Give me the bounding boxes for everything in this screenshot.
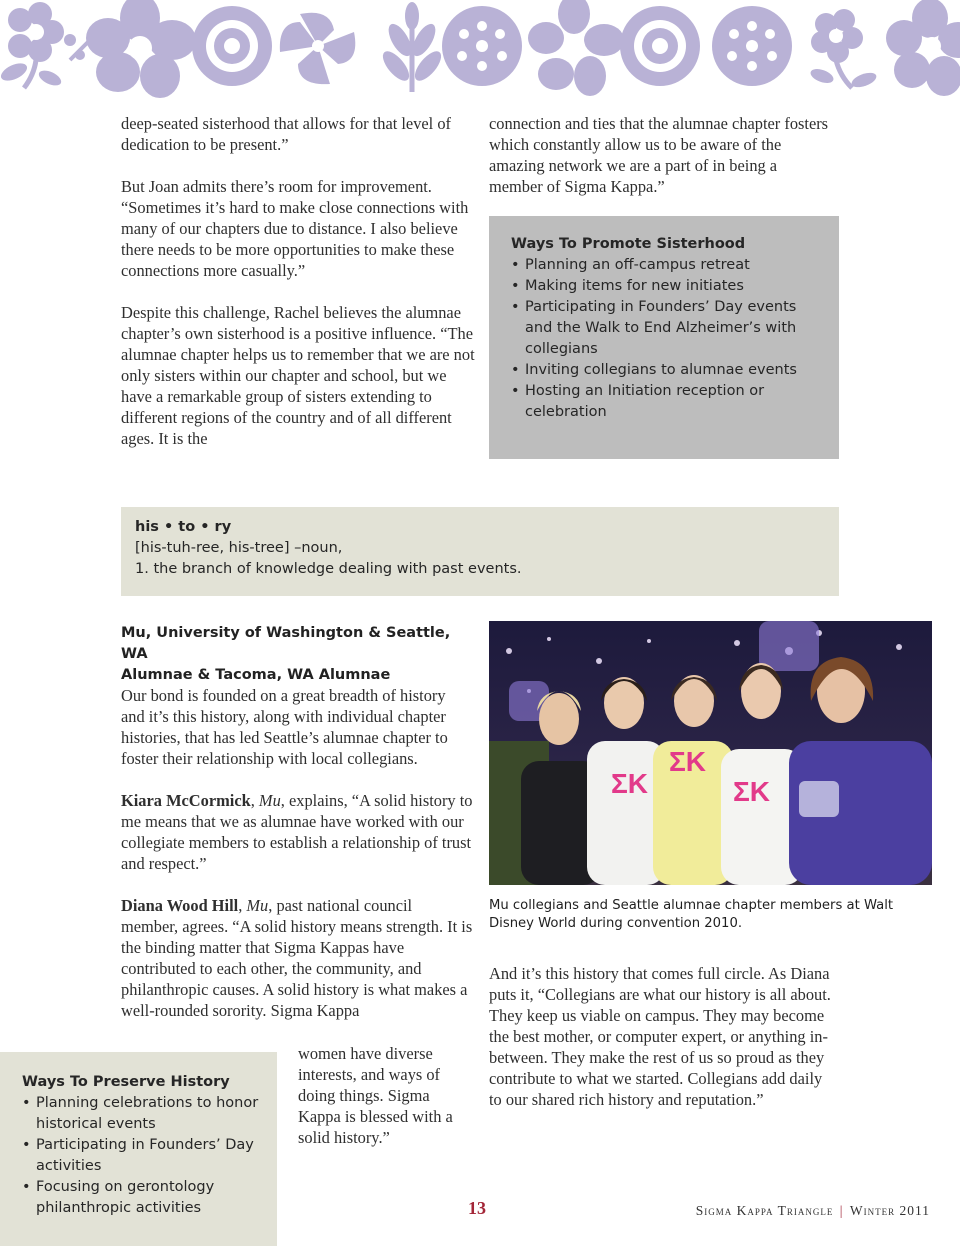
leaf-icon [378, 2, 445, 92]
flower-icon [886, 0, 960, 96]
article-column-right-bottom [489, 963, 834, 1110]
section-heading [121, 623, 481, 686]
box-title: Ways To Preserve History [22, 1074, 230, 1090]
flower-icon [809, 9, 879, 90]
photo-illustration [489, 621, 932, 885]
heading-line: Alumnae & Tacoma, WA Alumnae [121, 667, 391, 683]
definition-pronunciation: [his-tuh-ree, his-tree] –noun, [135, 540, 343, 556]
flower-icon [712, 6, 792, 86]
list-item: • Participating in Founders’ Day activities [22, 1135, 267, 1177]
paragraph: But Joan admits there’s room for improvement. “Sometimes it’s hard to make close connections with many of our chapters due to distance. I also believe there needs to be more opportunities to make these connections more casually.” [121, 177, 469, 280]
photo-caption: Mu collegians and Seattle alumnae chapter members at Walt Disney World during convention 2010. [489, 898, 894, 931]
chapter-name: Mu [258, 791, 281, 810]
flower-icon [86, 0, 196, 98]
paragraph: Despite this challenge, Rachel believes the alumnae chapter’s own sisterhood is a positive influence. “The alumnae chapter helps us to remember that we are not only sisters within our chapter and school, but we have a remarkable group of sisters extending to different regions of the country and of all different ages. It is the [121, 303, 475, 448]
flower-border [0, 0, 960, 100]
chapter-name: Mu [246, 896, 269, 915]
flower-icon [0, 2, 64, 89]
publication-footer [696, 1203, 930, 1219]
article-column-left-middle [121, 685, 473, 1021]
definition-meaning: 1. the branch of knowledge dealing with past events. [135, 561, 522, 577]
paragraph: Our bond is founded on a great breadth of history and it’s this history, along with individual chapter histories, that has led Seattle’s alumnae chapter to foster their relationship with local collegians. [121, 686, 448, 768]
quote-paragraph: Diana Wood Hill, Mu, past national council member, agrees. “A solid history means strength. It is the binding matter that Sigma Kappas have contributed to each other, the community, and philanthropic causes. A solid history is what makes a well-rounded sorority. Sigma Kappa [121, 896, 473, 1020]
article-column-left-bottom [298, 1043, 473, 1148]
flower-icon [192, 6, 272, 86]
list-item: • Inviting collegians to alumnae events [511, 360, 819, 381]
shirt-letters: ΣK [669, 746, 707, 777]
paragraph: deep-seated sisterhood that allows for that level of dedication to be present.” [121, 114, 451, 154]
flower-icon [442, 6, 522, 86]
tips-list [511, 255, 819, 423]
article-column-left-top [121, 113, 476, 449]
flower-icon [528, 0, 624, 96]
paragraph: connection and ties that the alumnae chapter fosters which constantly allow us to be aware of the amazing network we are a part of in being a member of Sigma Kappa.” [489, 114, 829, 196]
quote-text: , explains, “A solid history to me means that we as alumnae have worked with our collegiate members to establish a relationship of trust and respect.” [121, 791, 473, 873]
shirt-letters: ΣK [733, 776, 771, 807]
list-item: • Making items for new initiates [511, 276, 819, 297]
group-photo [489, 621, 932, 885]
box-title: Ways To Promote Sisterhood [511, 236, 746, 252]
sisterhood-tips-box [489, 216, 839, 459]
shirt-letters: ΣK [611, 768, 649, 799]
article-column-right-top [489, 113, 834, 197]
quote-text: , past national council member, agrees. “A solid history means strength. It is the binding matter that Sigma Kappas have contributed to each other, the community, and philanthropic causes. A solid history is what makes a well-rounded sorority. Sigma Kappa [121, 896, 473, 1020]
flower-icon [620, 6, 700, 86]
person-name: Diana Wood Hill [121, 896, 239, 915]
page-number: 13 [468, 1198, 486, 1218]
definition-box [121, 507, 839, 596]
quote-paragraph: Kiara McCormick, Mu, explains, “A solid history to me means that we as alumnae have worked with our collegiate members to establish a relationship of trust and respect.” [121, 791, 473, 873]
footer-separator: | [835, 1203, 848, 1218]
list-item: • Planning celebrations to honor historical events [22, 1093, 267, 1135]
list-item: • Focusing on gerontology philanthropic activities [22, 1177, 267, 1219]
history-tips-box [0, 1052, 277, 1246]
list-item: • Participating in Founders’ Day events and the Walk to End Alzheimer’s with collegians [511, 297, 819, 360]
tips-list [22, 1093, 267, 1219]
paragraph: women have diverse interests, and ways of doing things. Sigma Kappa is blessed with a solid history.” [298, 1044, 453, 1147]
publication-name: Sigma Kappa Triangle [695, 1203, 834, 1218]
list-item: • Hosting an Initiation reception or celebration [511, 381, 819, 423]
list-item: • Planning an off-campus retreat [511, 255, 819, 276]
paragraph: And it’s this history that comes full circle. As Diana puts it, “Collegians are what our history is all about. They keep us viable on campus. They may become the best mother, or computer expert, or anything in-between. They make the rest of us so proud as they contribute to what we started. Collegians add daily to our shared rich history and reputation.” [489, 964, 831, 1109]
flower-icon [280, 13, 355, 84]
heading-line: Mu, University of Washington & Seattle, WA [121, 625, 451, 662]
issue-name: Winter 2011 [849, 1203, 930, 1218]
definition-word: his • to • ry [135, 519, 232, 535]
person-name: Kiara McCormick [121, 791, 251, 810]
